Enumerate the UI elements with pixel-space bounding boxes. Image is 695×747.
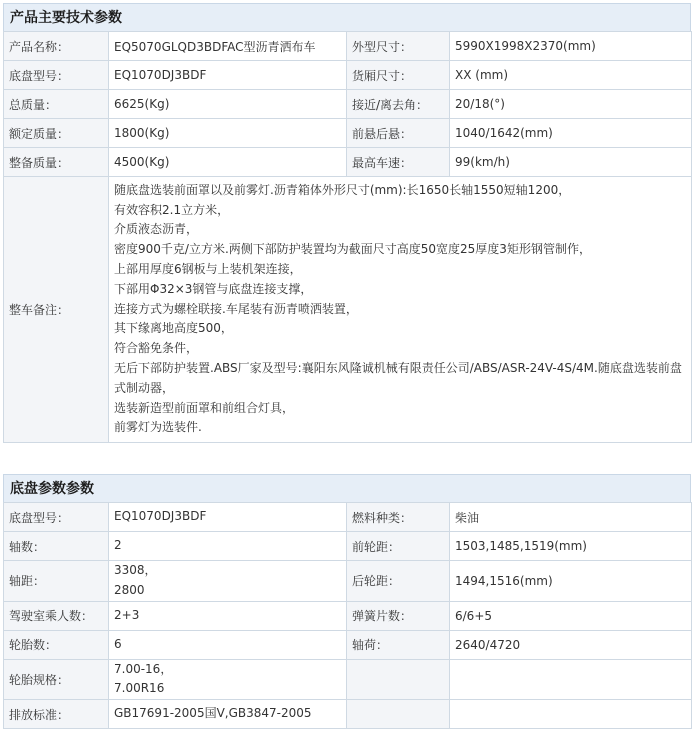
spec-value-line: 7.00R16 <box>114 681 165 696</box>
notes-line: 其下缘离地高度500， <box>114 321 233 336</box>
spec-value: 1494,1516(mm) <box>450 561 692 602</box>
spec-value <box>109 561 347 602</box>
spec-label: 外型尺寸： <box>347 32 450 61</box>
spec-label: 燃料种类： <box>347 503 450 532</box>
spec-label <box>347 700 450 729</box>
notes-line: 上部用厚度6钢板与上装机架连接， <box>114 262 302 276</box>
spec-value-line: 3308， <box>114 563 157 577</box>
spec-label: 驾驶室乘人数： <box>4 601 109 630</box>
spec-label: 轴荷： <box>347 630 450 659</box>
table-row <box>4 630 692 659</box>
spec-value <box>109 503 347 532</box>
notes-line: 下部用Φ32×3钢管与底盘连接支撑， <box>114 281 313 296</box>
table-row <box>4 119 692 148</box>
spec-label: 总质量： <box>4 90 109 119</box>
spec-value <box>450 659 692 700</box>
spec-label: 弹簧片数： <box>347 601 450 630</box>
spec-value: 1503,1485,1519(mm) <box>450 532 692 561</box>
table-row <box>4 659 692 700</box>
spec-value: 1040/1642(mm) <box>450 119 692 148</box>
table-row <box>4 700 692 729</box>
chassis-specs-table <box>3 502 692 729</box>
spec-label: 产品名称： <box>4 32 109 61</box>
spec-label: 排放标准： <box>4 700 109 729</box>
table-row <box>4 148 692 177</box>
spec-value: 柴油 <box>450 503 692 532</box>
spec-value: 1800(Kg) <box>109 119 347 148</box>
table-row <box>4 532 692 561</box>
spec-value: EQ5070GLQD3BDFAC型沥青洒布车 <box>109 32 347 61</box>
spec-value: 6625(Kg) <box>109 90 347 119</box>
chassis-specs-section <box>3 474 691 729</box>
spec-label: 前轮距： <box>347 532 450 561</box>
spec-value: EQ1070DJ3BDF <box>109 61 347 90</box>
notes-label: 整车备注： <box>4 177 109 443</box>
spec-value-line: GB17691-2005国Ⅴ,GB3847-2005 <box>114 706 312 721</box>
spec-value: 5990X1998X2370(mm) <box>450 32 692 61</box>
spec-value-line: 6 <box>114 636 122 651</box>
spec-value: 20/18(°) <box>450 90 692 119</box>
product-specs-title: 产品主要技术参数 <box>3 3 691 31</box>
spec-label: 后轮距： <box>347 561 450 602</box>
notes-line: 式制动器， <box>114 380 175 395</box>
notes-cell <box>109 177 692 443</box>
notes-line: 介质液态沥青， <box>114 222 199 237</box>
table-row <box>4 61 692 90</box>
spec-value <box>450 700 692 729</box>
spec-value <box>109 532 347 561</box>
notes-line: 有效容积2.1立方米， <box>114 202 230 217</box>
notes-row <box>4 177 692 443</box>
spec-label: 额定质量： <box>4 119 109 148</box>
notes-line: 连接方式为螺栓联接.车尾装有沥青喷洒装置， <box>114 301 358 316</box>
spec-value <box>109 601 347 630</box>
notes-line: 随底盘选装前面罩以及前雾灯.沥青箱体外形尺寸(mm):长1650长轴1550短轴1200， <box>114 182 571 197</box>
spec-value <box>109 630 347 659</box>
spec-label: 前悬后悬： <box>347 119 450 148</box>
spec-label: 整备质量： <box>4 148 109 177</box>
table-row <box>4 601 692 630</box>
chassis-specs-title: 底盘参数参数 <box>3 474 691 502</box>
spec-value: XX (mm) <box>450 61 692 90</box>
notes-line: 前雾灯为选装件. <box>114 420 202 435</box>
spec-value <box>109 659 347 700</box>
table-row <box>4 90 692 119</box>
notes-line: 选装新造型前面罩和前组合灯具， <box>114 400 295 415</box>
spec-value-line: 2+3 <box>114 607 140 622</box>
spec-label: 轮胎规格： <box>4 659 109 700</box>
spec-label: 货厢尺寸： <box>347 61 450 90</box>
spec-value-line: 7.00-16， <box>114 661 173 676</box>
notes-line: 密度900千克/立方米.两侧下部防护装置均为截面尺寸高度50宽度25厚度3矩形钢管制作， <box>114 242 591 257</box>
spec-value: 99(km/h) <box>450 148 692 177</box>
spec-value-line: 2800 <box>114 582 145 597</box>
spec-label: 接近/离去角： <box>347 90 450 119</box>
spec-label: 轴距： <box>4 561 109 602</box>
product-specs-section <box>3 3 691 443</box>
notes-line: 符合豁免条件， <box>114 341 199 356</box>
spec-value: 2640/4720 <box>450 630 692 659</box>
table-row <box>4 561 692 602</box>
spec-label <box>347 659 450 700</box>
table-row <box>4 503 692 532</box>
notes-line: 无后下部防护装置.ABS厂家及型号:襄阳东风隆诚机械有限责任公司/ABS/ASR-24V-4S/4M.随底盘选装前盘 <box>114 360 682 375</box>
spec-label: 底盘型号： <box>4 503 109 532</box>
spec-value: 6/6+5 <box>450 601 692 630</box>
product-specs-table <box>3 31 692 443</box>
spec-value: 4500(Kg) <box>109 148 347 177</box>
spec-label: 轮胎数： <box>4 630 109 659</box>
spec-label: 轴数： <box>4 532 109 561</box>
spec-value <box>109 700 347 729</box>
spec-value-line: 2 <box>114 538 122 553</box>
spec-label: 底盘型号： <box>4 61 109 90</box>
table-row <box>4 32 692 61</box>
spec-value-line: EQ1070DJ3BDF <box>114 509 207 524</box>
spec-label: 最高车速： <box>347 148 450 177</box>
